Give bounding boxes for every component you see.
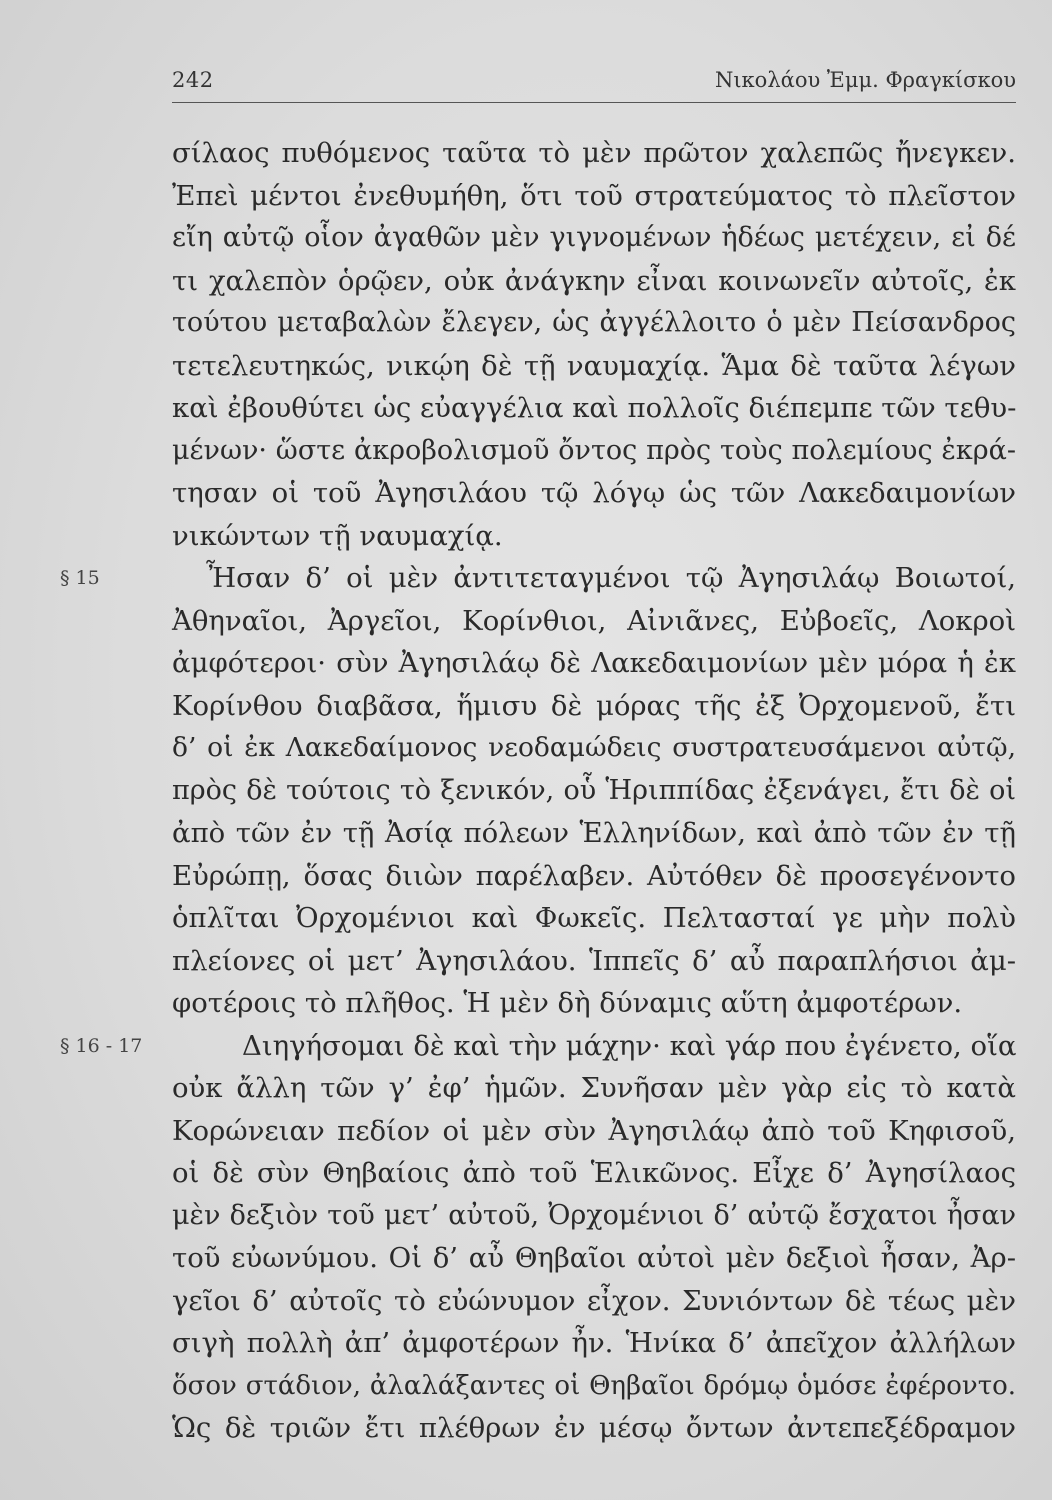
text-line: Ἐπεὶ μέντοι ἐνεθυμήθη, ὅτι τοῦ στρατεύματος τὸ πλεῖστον bbox=[172, 179, 1016, 212]
text-line: μένων· ὥστε ἀκροβολισμοῦ ὄντος πρὸς τοὺς πολεμίους ἐκρά- bbox=[172, 434, 1016, 466]
text-line: τοῦ εὐωνύμου. Οἱ δ’ αὖ Θηβαῖοι αὐτοὶ μὲν δεξιοὶ ἦσαν, Ἀρ- bbox=[172, 1242, 1016, 1274]
text-line: ὅσον στάδιον, ἀλαλάξαντες οἱ Θηβαῖοι δρόμῳ ὁμόσε ἐφέροντο. bbox=[172, 1370, 1016, 1401]
text-line: πλείονες οἱ μετ’ Ἀγησιλάου. Ἱππεῖς δ’ αὖ παραπλήσιοι ἀμ- bbox=[172, 944, 1016, 977]
page-number: 242 bbox=[172, 68, 214, 92]
header-rule bbox=[172, 102, 1016, 103]
text-line: τούτου μεταβαλὼν ἔλεγεν, ὡς ἀγγέλλοιτο ὁ μὲν Πείσανδρος bbox=[172, 307, 1016, 338]
text-line: ἀπὸ τῶν ἐν τῇ Ἀσίᾳ πόλεων Ἑλληνίδων, καὶ ἀπὸ τῶν ἐν τῇ bbox=[172, 817, 1016, 849]
section-marker-16-17: § 16 - 17 bbox=[60, 1034, 143, 1057]
text-line: Ἀθηναῖοι, Ἀργεῖοι, Κορίνθιοι, Αἰνιᾶνες, Εὐβοεῖς, Λοκροὶ bbox=[172, 604, 1016, 637]
text-line: πρὸς δὲ τούτοις τὸ ξενικόν, οὗ Ἡριππίδας ἐξενάγει, ἔτι δὲ οἱ bbox=[172, 774, 1016, 806]
text-line: νικώντων τῇ ναυμαχίᾳ. bbox=[172, 519, 503, 552]
text-line: καὶ ἐβουθύτει ὡς εὐαγγέλια καὶ πολλοῖς διέπεμπε τῶν τεθυ- bbox=[172, 392, 1017, 424]
text-line: μὲν δεξιὸν τοῦ μετ’ αὐτοῦ, Ὀρχομένιοι δ’ αὐτῷ ἔσχατοι ἦσαν bbox=[172, 1199, 1016, 1231]
text-line: δ’ οἱ ἐκ Λακεδαίμονος νεοδαμώδεις συστρατευσάμενοι αὐτῷ, bbox=[172, 732, 1016, 763]
text-line: Κορίνθου διαβᾶσα, ἥμισυ δὲ μόρας τῆς ἐξ Ὀρχομενοῦ, ἔτι bbox=[172, 689, 1016, 722]
text-line: Ὡς δὲ τριῶν ἔτι πλέθρων ἐν μέσῳ ὄντων ἀντεπεξέδραμον bbox=[172, 1412, 1016, 1444]
text-line: τησαν οἱ τοῦ Ἀγησιλάου τῷ λόγῳ ὡς τῶν Λακεδαιμονίων bbox=[172, 477, 1016, 509]
text-line: Κορώνειαν πεδίον οἱ μὲν σὺν Ἀγησιλάῳ ἀπὸ τοῦ Κηφισοῦ, bbox=[172, 1114, 1016, 1147]
text-body bbox=[60, 132, 1017, 1450]
text-line: εἴη αὐτῷ οἷον ἀγαθῶν μὲν γιγνομένων ἡδέως μετέχειν, εἰ δέ bbox=[172, 222, 1016, 253]
text-line-content: Ἦσαν δ’ οἱ μὲν ἀντιτεταγμένοι τῷ Ἀγησιλάῳ Βοιωτοί, bbox=[206, 562, 1016, 594]
text-line: ἀμφότεροι· σὺν Ἀγησιλάῳ δὲ Λακεδαιμονίων μὲν μόρα ἡ ἐκ bbox=[172, 647, 1016, 679]
text-line-content: Διηγήσομαι δὲ καὶ τὴν μάχην· καὶ γάρ που ἐγένετο, οἵα bbox=[242, 1029, 1017, 1062]
text-line: τετελευτηκώς, νικῴη δὲ τῇ ναυμαχίᾳ. Ἅμα δὲ ταῦτα λέγων bbox=[172, 349, 1016, 382]
page-header bbox=[172, 68, 1016, 102]
text-line: τι χαλεπὸν ὁρῷεν, οὐκ ἀνάγκην εἶναι κοινωνεῖν αὐτοῖς, ἐκ bbox=[172, 264, 1016, 297]
text-line: οὐκ ἄλλη τῶν γ’ ἐφ’ ἡμῶν. Συνῆσαν μὲν γὰρ εἰς τὸ κατὰ bbox=[172, 1072, 1016, 1104]
paragraph-start-line bbox=[60, 557, 1016, 600]
text-line: οἱ δὲ σὺν Θηβαίοις ἀπὸ τοῦ Ἑλικῶνος. Εἶχε δ’ Ἀγησίλαος bbox=[172, 1157, 1016, 1189]
running-head: Νικολάου Ἐμμ. Φραγκίσκου bbox=[714, 68, 1016, 92]
section-marker-15: § 15 bbox=[60, 567, 100, 589]
text-line: ὁπλῖται Ὀρχομένιοι καὶ Φωκεῖς. Πελτασταί γε μὴν πολὺ bbox=[172, 902, 1016, 934]
text-line: σιγὴ πολλὴ ἀπ’ ἀμφοτέρων ἦν. Ἡνίκα δ’ ἀπεῖχον ἀλλήλων bbox=[172, 1327, 1016, 1359]
text-line: σίλαος πυθόμενος ταῦτα τὸ μὲν πρῶτον χαλεπῶς ἤνεγκεν. bbox=[172, 137, 1016, 169]
text-line: φοτέροις τὸ πλῆθος. Ἡ μὲν δὴ δύναμις αὕτη ἀμφοτέρων. bbox=[172, 987, 963, 1019]
text-line: γεῖοι δ’ αὐτοῖς τὸ εὐώνυμον εἶχον. Συνιόντων δὲ τέως μὲν bbox=[172, 1284, 1016, 1317]
paragraph-start-line bbox=[60, 1025, 1017, 1068]
text-line: Εὐρώπῃ, ὅσας διιὼν παρέλαβεν. Αὐτόθεν δὲ προσεγένοντο bbox=[172, 859, 1016, 892]
